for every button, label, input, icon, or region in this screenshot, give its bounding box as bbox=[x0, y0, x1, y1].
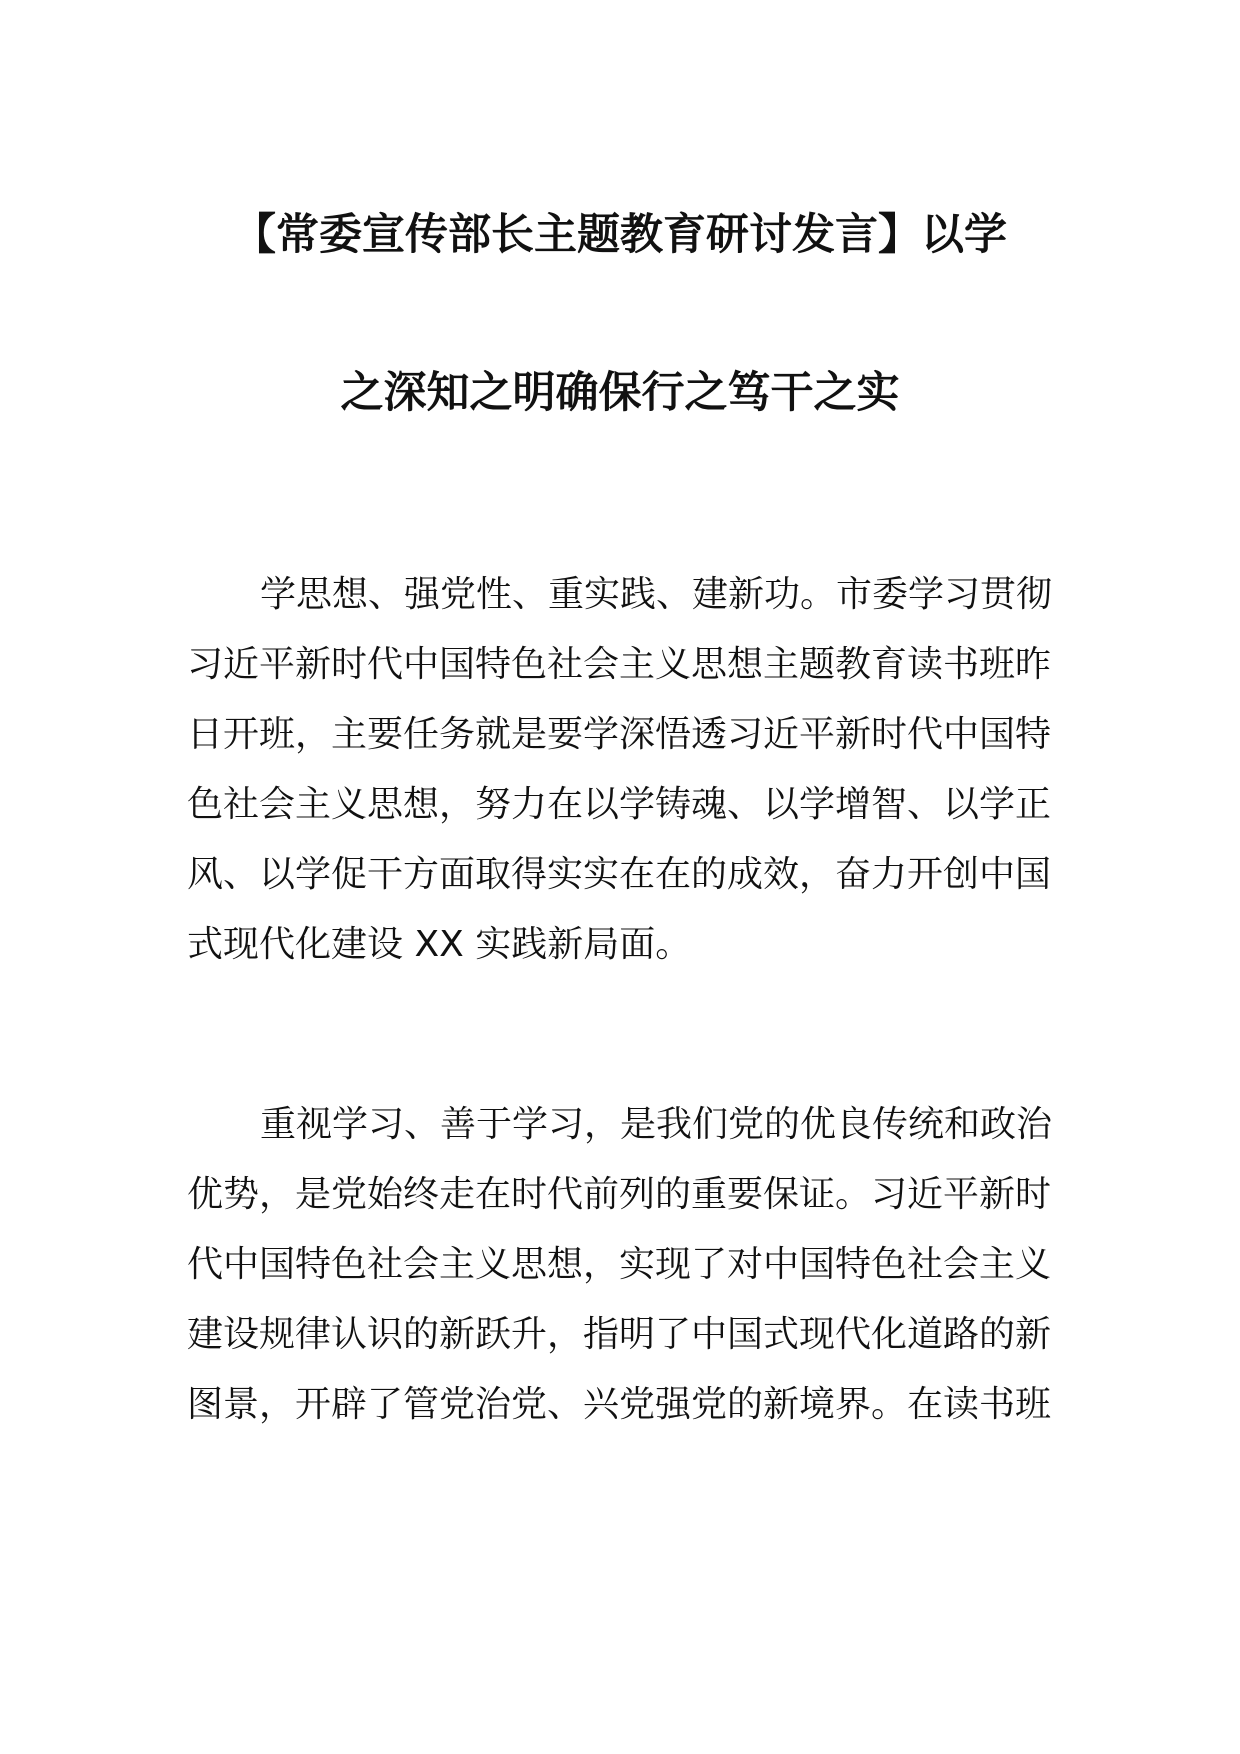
document-title-line-1: 【常委宣传部长主题教育研讨发言】以学 bbox=[233, 210, 1007, 260]
paragraph-2-line-3: 代中国特色社会主义思想，实现了对中国特色社会主义 bbox=[187, 1244, 1052, 1285]
paragraph-2-line-5: 图景，开辟了管党治党、兴党强党的新境界。在读书班 bbox=[187, 1384, 1052, 1425]
paragraph-1-line-5: 风、以学促干方面取得实实在在的成效，奋力开创中国 bbox=[187, 854, 1052, 895]
paragraph-2-line-4: 建设规律认识的新跃升，指明了中国式现代化道路的新 bbox=[187, 1314, 1052, 1355]
paragraph-1-line-6: 式现代化建设 XX 实践新局面。 bbox=[187, 924, 692, 965]
paragraph-1-line-3: 日开班，主要任务就是要学深悟透习近平新时代中国特 bbox=[187, 714, 1052, 755]
paragraph-1-line-2: 习近平新时代中国特色社会主义思想主题教育读书班昨 bbox=[187, 644, 1052, 685]
paragraph-1-line-4: 色社会主义思想，努力在以学铸魂、以学增智、以学正 bbox=[187, 784, 1052, 825]
paragraph-2-line-2: 优势，是党始终走在时代前列的重要保证。习近平新时 bbox=[187, 1174, 1052, 1215]
paragraph-2-line-1: 重视学习、善于学习，是我们党的优良传统和政治 bbox=[260, 1104, 1053, 1145]
paragraph-1-line-1: 学思想、强党性、重实践、建新功。市委学习贯彻 bbox=[260, 574, 1053, 615]
document-title-line-2: 之深知之明确保行之笃干之实 bbox=[340, 368, 900, 418]
